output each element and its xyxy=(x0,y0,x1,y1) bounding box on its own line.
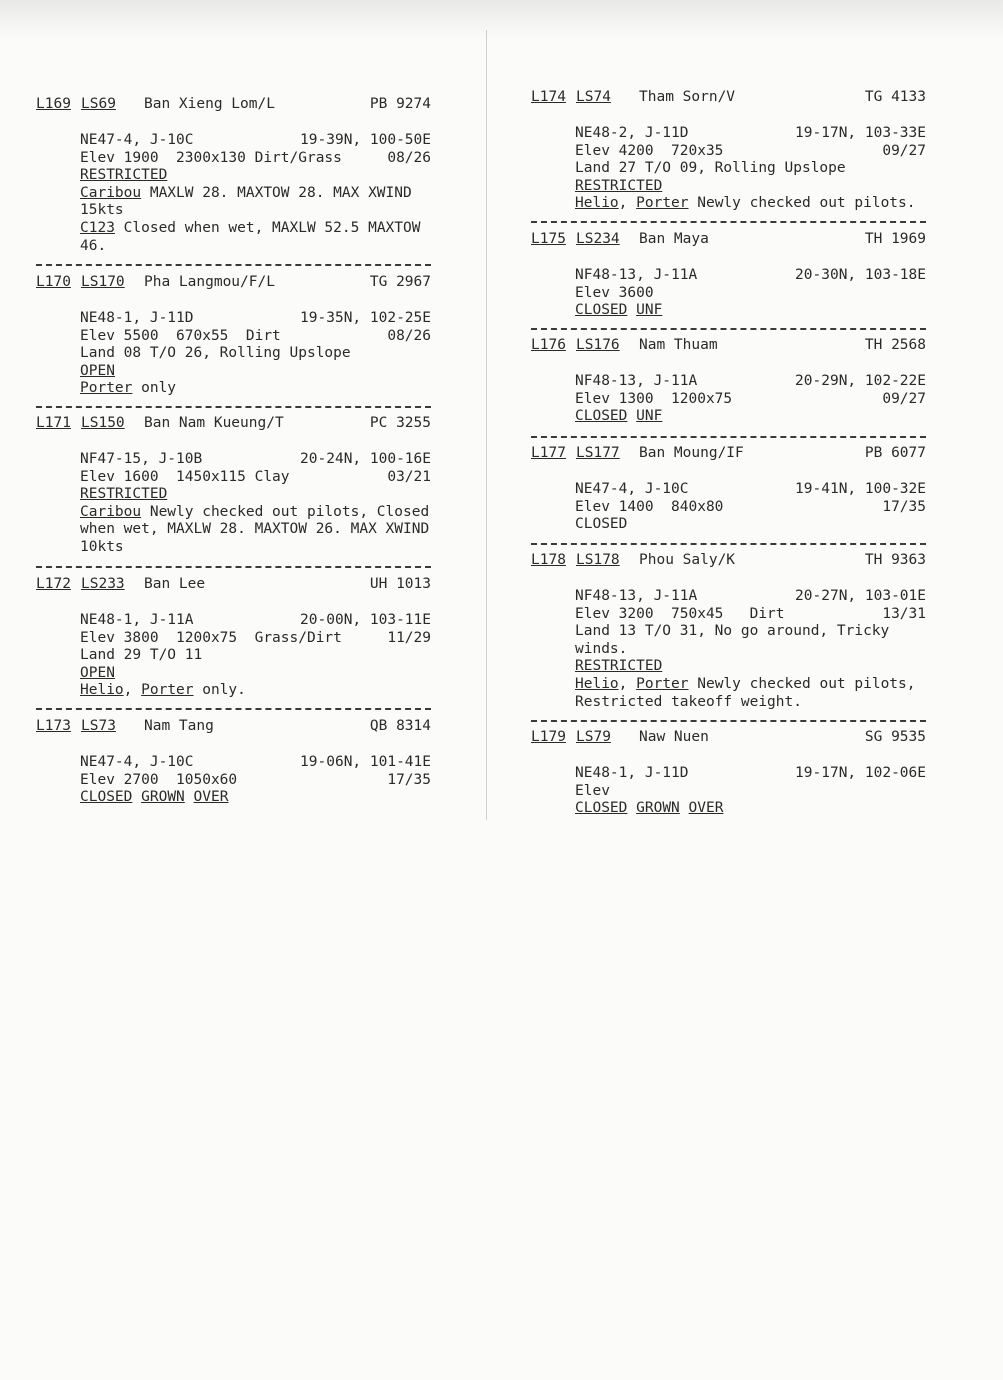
aircraft-type: Caribou xyxy=(80,184,142,201)
note-text: Closed when wet, MAXLW 52.5 MAXTOW xyxy=(114,219,421,236)
status-label: RESTRICTED xyxy=(575,658,663,675)
site-number: L178 xyxy=(531,552,566,568)
entry-body xyxy=(36,132,431,255)
note-text: 15kts xyxy=(80,202,124,219)
runway-heading: 17/35 xyxy=(882,498,926,515)
entry-divider xyxy=(36,406,431,408)
site-name: Ban Xieng Lom/L xyxy=(144,96,275,112)
note-text: Newly checked out pilots, xyxy=(688,675,916,692)
entry-header xyxy=(531,729,926,749)
entry-divider xyxy=(531,720,926,722)
entry-header xyxy=(36,718,431,738)
runway-heading: 13/31 xyxy=(882,605,926,622)
site-entry-L179 xyxy=(531,729,926,818)
landing-info: Land 27 T/O 09, Rolling Upslope xyxy=(575,160,846,177)
site-name: Naw Nuen xyxy=(639,729,709,745)
status-word: CLOSED xyxy=(575,800,628,817)
status-word: CLOSED xyxy=(80,789,133,806)
site-entry-L175 xyxy=(531,231,926,320)
note-text: Newly checked out pilots, Closed xyxy=(141,503,430,520)
site-name: Nam Thuam xyxy=(639,337,718,353)
grid-reference: TH 1969 xyxy=(864,231,926,247)
entry-divider xyxy=(531,436,926,438)
entry-header xyxy=(531,445,926,465)
map-sheet: NE48-1, J-11D xyxy=(575,765,689,781)
status-word: UNF xyxy=(636,408,663,425)
site-number: L179 xyxy=(531,729,566,745)
elevation-runway: Elev 1600 1450x115 Clay xyxy=(80,468,290,485)
status-word: CLOSED xyxy=(575,408,628,425)
runway-heading: 03/21 xyxy=(387,468,431,485)
map-sheet: NE47-4, J-10C xyxy=(80,754,194,770)
grid-reference: QB 8314 xyxy=(369,718,431,734)
entry-header xyxy=(531,89,926,109)
entry-divider xyxy=(531,543,926,545)
entry-divider xyxy=(531,221,926,223)
map-sheet: NE47-4, J-10C xyxy=(80,132,194,148)
page-fold-shadow xyxy=(0,0,1003,40)
entry-divider xyxy=(36,708,431,710)
entry-body xyxy=(36,754,431,807)
map-sheet: NF48-13, J-11A xyxy=(575,588,698,604)
coordinates: 19-06N, 101-41E xyxy=(300,754,431,770)
note-text: only xyxy=(132,380,177,397)
map-sheet: NF47-15, J-10B xyxy=(80,451,203,467)
entry-body xyxy=(36,612,431,700)
site-name: Phou Saly/K xyxy=(639,552,736,568)
elevation-runway: Elev 5500 670x55 Dirt xyxy=(80,327,281,344)
coordinates: 19-35N, 102-25E xyxy=(300,310,431,326)
status-word: CLOSED xyxy=(575,302,628,319)
site-number: L177 xyxy=(531,445,566,461)
elevation-runway: Elev 3600 xyxy=(575,284,654,301)
coordinates: 20-24N, 100-16E xyxy=(300,451,431,467)
site-number: L172 xyxy=(36,576,71,592)
ls-number: LS234 xyxy=(576,231,620,247)
ls-number: LS233 xyxy=(81,576,125,592)
site-entry-L176 xyxy=(531,337,926,426)
elevation-runway: Elev xyxy=(575,782,610,799)
note-text: Restricted takeoff weight. xyxy=(575,693,802,710)
note-text: MAXLW 28. MAXTOW 28. MAX XWIND xyxy=(141,184,412,201)
landing-info: Land 13 T/O 31, No go around, Tricky xyxy=(575,623,890,640)
status-label: RESTRICTED xyxy=(575,177,663,194)
coordinates: 20-29N, 102-22E xyxy=(795,373,926,389)
runway-heading: 09/27 xyxy=(882,142,926,159)
status-word: GROWN xyxy=(141,789,185,806)
status-label: OPEN xyxy=(80,664,115,681)
entry-header xyxy=(531,552,926,572)
ls-number: LS79 xyxy=(576,729,611,745)
map-sheet: NF48-13, J-11A xyxy=(575,373,698,389)
status-word: OVER xyxy=(688,800,724,817)
map-sheet: NF48-13, J-11A xyxy=(575,267,698,283)
site-name: Tham Sorn/V xyxy=(639,89,736,105)
elevation-runway: Elev 1400 840x80 xyxy=(575,498,724,515)
elevation-runway: Elev 3200 750x45 Dirt xyxy=(575,605,785,622)
aircraft-type: Helio xyxy=(80,682,124,699)
grid-reference: PB 6077 xyxy=(864,445,926,461)
note-text: , xyxy=(123,682,142,699)
entry-divider xyxy=(531,328,926,330)
coordinates: 19-41N, 100-32E xyxy=(795,481,926,497)
aircraft-type: Porter xyxy=(141,682,194,699)
ls-number: LS73 xyxy=(81,718,116,734)
entry-header xyxy=(531,337,926,357)
elevation-runway: Elev 3800 1200x75 Grass/Dirt xyxy=(80,629,342,646)
status-label: OPEN xyxy=(80,362,115,379)
grid-reference: TG 2967 xyxy=(369,274,431,290)
map-sheet: NE48-2, J-11D xyxy=(575,125,689,141)
runway-heading: 17/35 xyxy=(387,771,431,788)
aircraft-type: Caribou xyxy=(80,503,142,520)
map-sheet: NE47-4, J-10C xyxy=(575,481,689,497)
landing-info: Land 29 T/O 11 xyxy=(80,647,203,664)
entry-body xyxy=(531,373,926,426)
elevation-runway: Elev 4200 720x35 xyxy=(575,142,724,159)
elevation-runway: Elev 1900 2300x130 Dirt/Grass xyxy=(80,149,342,166)
site-entry-L177 xyxy=(531,445,926,534)
note-text: 10kts xyxy=(80,538,124,555)
entry-body xyxy=(531,267,926,320)
status-label: RESTRICTED xyxy=(80,167,168,184)
runway-heading: 09/27 xyxy=(882,390,926,407)
entry-body xyxy=(531,588,926,711)
aircraft-type: Porter xyxy=(636,195,689,212)
entry-header xyxy=(531,231,926,251)
site-name: Ban Nam Kueung/T xyxy=(144,415,284,431)
grid-reference: TH 9363 xyxy=(864,552,926,568)
landing-info-cont: winds. xyxy=(575,640,628,657)
site-number: L173 xyxy=(36,718,71,734)
ls-number: LS150 xyxy=(81,415,125,431)
entry-body xyxy=(531,765,926,818)
status-word: GROWN xyxy=(636,800,680,817)
entry-body xyxy=(36,451,431,557)
site-entry-L170 xyxy=(36,274,431,398)
coordinates: 20-30N, 103-18E xyxy=(795,267,926,283)
ls-number: LS170 xyxy=(81,274,125,290)
site-name: Pha Langmou/F/L xyxy=(144,274,275,290)
coordinates: 19-17N, 102-06E xyxy=(795,765,926,781)
grid-reference: TH 2568 xyxy=(864,337,926,353)
ls-number: LS176 xyxy=(576,337,620,353)
binding-fold-line xyxy=(486,30,487,820)
site-number: L176 xyxy=(531,337,566,353)
note-text: , xyxy=(618,675,637,692)
site-name: Ban Lee xyxy=(144,576,206,592)
site-number: L171 xyxy=(36,415,71,431)
coordinates: 20-27N, 103-01E xyxy=(795,588,926,604)
grid-reference: SG 9535 xyxy=(864,729,926,745)
site-entry-L178 xyxy=(531,552,926,711)
site-entry-L172 xyxy=(36,576,431,700)
coordinates: 20-00N, 103-11E xyxy=(300,612,431,628)
site-number: L174 xyxy=(531,89,566,105)
grid-reference: PC 3255 xyxy=(369,415,431,431)
site-name: Ban Maya xyxy=(639,231,709,247)
entry-header xyxy=(36,576,431,596)
elevation-runway: Elev 1300 1200x75 xyxy=(575,390,733,407)
entry-divider xyxy=(36,264,431,266)
map-sheet: NE48-1, J-11D xyxy=(80,310,194,326)
landing-info: Land 08 T/O 26, Rolling Upslope xyxy=(80,345,351,362)
site-name: Nam Tang xyxy=(144,718,214,734)
grid-reference: PB 9274 xyxy=(369,96,431,112)
aircraft-type: Porter xyxy=(636,675,689,692)
aircraft-type: Helio xyxy=(575,195,619,212)
entry-divider xyxy=(36,566,431,568)
entry-body xyxy=(36,310,431,398)
elevation-runway: Elev 2700 1050x60 xyxy=(80,771,238,788)
runway-heading: 08/26 xyxy=(387,149,431,166)
ls-number: LS69 xyxy=(81,96,116,112)
site-entry-L169 xyxy=(36,96,431,255)
status-label: CLOSED xyxy=(575,516,628,533)
grid-reference: TG 4133 xyxy=(864,89,926,105)
status-label: RESTRICTED xyxy=(80,486,168,503)
runway-heading: 08/26 xyxy=(387,327,431,344)
note-text: Newly checked out pilots. xyxy=(688,195,916,212)
coordinates: 19-39N, 100-50E xyxy=(300,132,431,148)
coordinates: 19-17N, 103-33E xyxy=(795,125,926,141)
runway-heading: 11/29 xyxy=(387,629,431,646)
site-entry-L174 xyxy=(531,89,926,213)
note-text: 46. xyxy=(80,237,107,254)
ls-number: LS178 xyxy=(576,552,620,568)
entry-body xyxy=(531,481,926,534)
site-number: L169 xyxy=(36,96,71,112)
entry-header xyxy=(36,96,431,116)
ls-number: LS74 xyxy=(576,89,611,105)
ls-number: LS177 xyxy=(576,445,620,461)
aircraft-type: Porter xyxy=(80,380,133,397)
entry-header xyxy=(36,415,431,435)
site-entry-L173 xyxy=(36,718,431,807)
grid-reference: UH 1013 xyxy=(369,576,431,592)
note-text: only. xyxy=(193,682,246,699)
map-sheet: NE48-1, J-11A xyxy=(80,612,194,628)
entry-header xyxy=(36,274,431,294)
site-number: L170 xyxy=(36,274,71,290)
site-entry-L171 xyxy=(36,415,431,557)
site-number: L175 xyxy=(531,231,566,247)
note-text: when wet, MAXLW 28. MAXTOW 26. MAX XWIND xyxy=(80,521,430,538)
site-name: Ban Moung/IF xyxy=(639,445,744,461)
note-text: , xyxy=(618,195,637,212)
entry-body xyxy=(531,125,926,213)
aircraft-type: Helio xyxy=(575,675,619,692)
status-word: OVER xyxy=(193,789,229,806)
status-word: UNF xyxy=(636,302,663,319)
aircraft-type: C123 xyxy=(80,219,115,236)
